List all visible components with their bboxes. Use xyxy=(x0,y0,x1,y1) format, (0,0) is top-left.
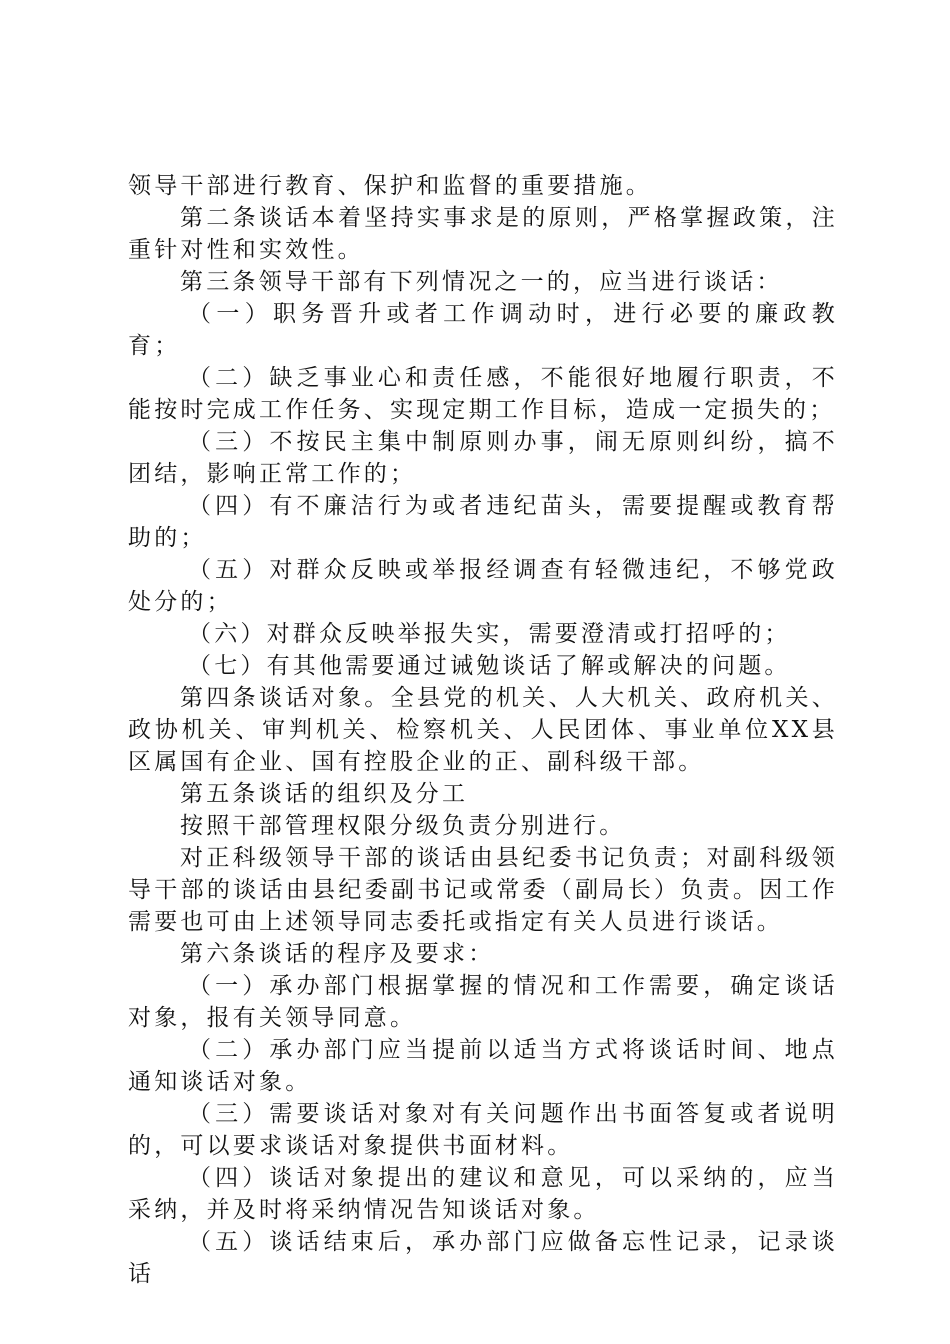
paragraph-article-5: 第五条谈话的组织及分工 xyxy=(180,781,469,807)
paragraph-article-6-item-3: （三）需要谈话对象对有关问题作出书面答复或者说明的，可以要求谈话对象提供书面材料。 xyxy=(128,1101,838,1159)
paragraph-article-5-body-2: 对正科级领导干部的谈话由县纪委书记负责；对副科级领导干部的谈话由县纪委副书记或常委（副局长）负责。因工作需要也可由上述领导同志委托或指定有关人员进行谈话。 xyxy=(128,845,838,935)
paragraph-article-6-item-1: （一）承办部门根据掌握的情况和工作需要，确定谈话对象，报有关领导同意。 xyxy=(128,973,838,1031)
paragraph-article-3-item-1: （一）职务晋升或者工作调动时，进行必要的廉政教育； xyxy=(128,301,838,359)
document-body xyxy=(128,170,838,1290)
paragraph-article-3-item-6: （六）对群众反映举报失实，需要澄清或打招呼的； xyxy=(188,621,791,647)
paragraph-article-6-item-5: （五）谈话结束后，承办部门应做备忘性记录，记录谈话 xyxy=(128,1229,838,1287)
paragraph-article-3-item-5: （五）对群众反映或举报经调查有轻微违纪，不够党政处分的； xyxy=(128,557,838,615)
paragraph-continuation: 领导干部进行教育、保护和监督的重要措施。 xyxy=(128,173,652,199)
paragraph-article-3: 第三条领导干部有下列情况之一的，应当进行谈话： xyxy=(180,269,783,295)
paragraph-article-3-item-4: （四）有不廉洁行为或者违纪苗头，需要提醒或教育帮助的； xyxy=(128,493,838,551)
paragraph-article-4: 第四条谈话对象。全县党的机关、人大机关、政府机关、政协机关、审判机关、检察机关、人民团体、事业单位XX县区属国有企业、国有控股企业的正、副科级干部。 xyxy=(128,685,838,775)
paragraph-article-3-item-2: （二）缺乏事业心和责任感，不能很好地履行职责，不能按时完成工作任务、实现定期工作目标，造成一定损失的； xyxy=(128,365,838,423)
paragraph-article-6-item-2: （二）承办部门应当提前以适当方式将谈话时间、地点通知谈话对象。 xyxy=(128,1037,838,1095)
paragraph-article-3-item-3: （三）不按民主集中制原则办事，闹无原则纠纷，搞不团结，影响正常工作的； xyxy=(128,429,838,487)
paragraph-article-6: 第六条谈话的程序及要求： xyxy=(180,941,495,967)
paragraph-article-2: 第二条谈话本着坚持实事求是的原则，严格掌握政策，注重针对性和实效性。 xyxy=(128,205,838,263)
paragraph-article-3-item-7: （七）有其他需要通过诫勉谈话了解或解决的问题。 xyxy=(188,653,791,679)
paragraph-article-5-body-1: 按照干部管理权限分级负责分别进行。 xyxy=(180,813,626,839)
paragraph-article-6-item-4: （四）谈话对象提出的建议和意见，可以采纳的，应当采纳，并及时将采纳情况告知谈话对象。 xyxy=(128,1165,838,1223)
